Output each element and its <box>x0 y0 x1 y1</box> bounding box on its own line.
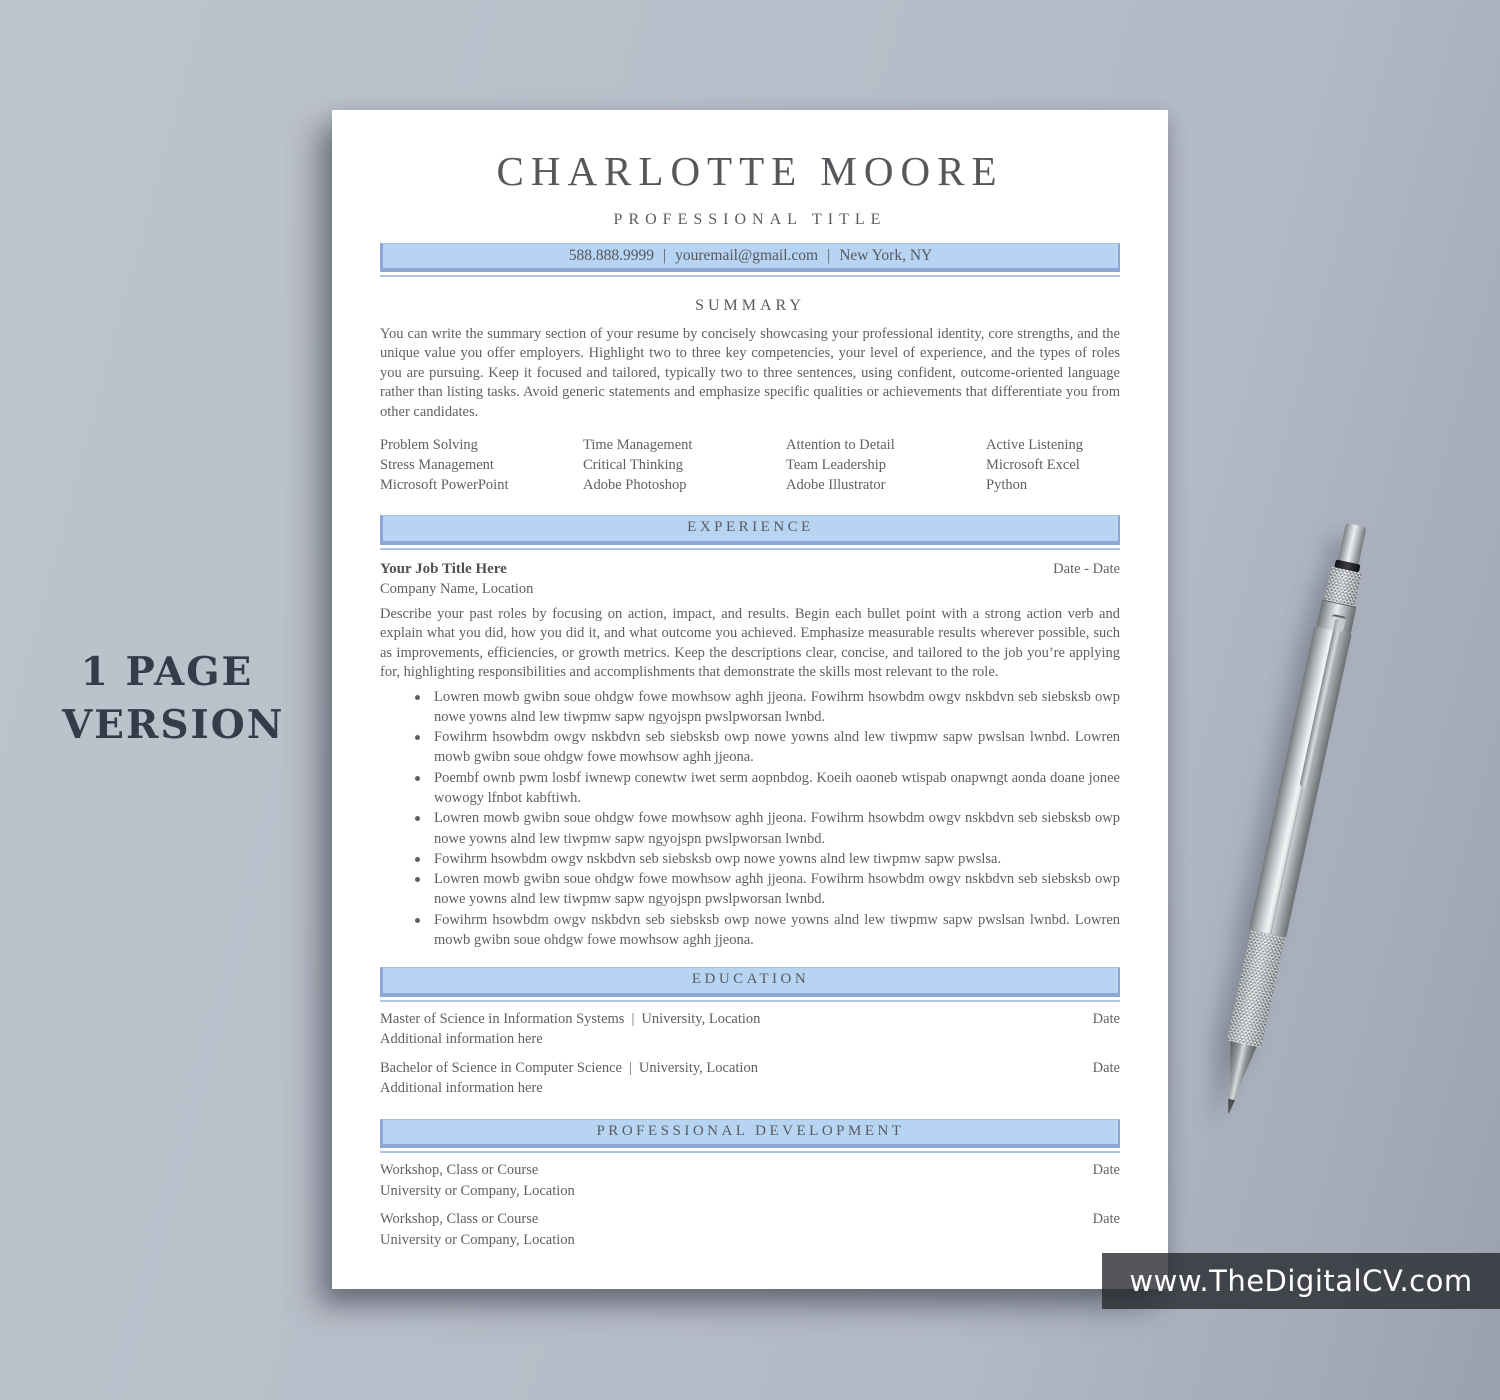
education-heading: EDUCATION <box>691 971 810 988</box>
resume-page <box>332 110 1168 1289</box>
candidate-name: CHARLOTTE MOORE <box>496 148 1004 194</box>
skill-item: Stress Management <box>380 457 494 473</box>
skill-item: Problem Solving <box>380 437 478 453</box>
education-date: Date <box>1092 1010 1120 1027</box>
skill-item: Microsoft Excel <box>986 457 1080 473</box>
skill-item: Attention to Detail <box>786 437 895 453</box>
summary-heading: SUMMARY <box>695 297 805 314</box>
skills-grid <box>380 435 1120 495</box>
skill-item: Critical Thinking <box>583 457 684 473</box>
experience-description: Describe your past roles by focusing on action, impact, and results. Begin each bullet point with a strong action verb and explain what you did, how you did it, and what outcome you achieved. Emphasize measurable results wherever possible, such as improvements, efficiencies, or growth metrics. Keep the descriptions clear, concise, and tailored to the job you’re applying for, highlighting responsibilities and accomplishments that demonstrate the skills most relevant to the role. <box>380 605 1120 680</box>
contact-separator: | <box>827 246 831 264</box>
course-date: Date <box>1092 1162 1120 1179</box>
pen-image <box>1205 520 1380 1121</box>
company-name: Company Name, Location <box>380 581 534 597</box>
education-entry <box>380 1010 1120 1050</box>
contact-location: New York, NY <box>839 246 933 264</box>
school: University, Location <box>638 1059 758 1076</box>
professional-development-entries <box>380 1161 1120 1250</box>
pen-plunger <box>1338 523 1367 565</box>
professional-title: PROFESSIONAL TITLE <box>613 211 887 228</box>
education-entry <box>380 1059 1120 1099</box>
degree-separator: | <box>628 1059 632 1076</box>
experience-bullet: Lowren mowb gwibn soue ohdgw fowe mowhsow aghh jjeona. Fowihrm hsowbdm owgv nskbdvn seb siebsksb owp nowe yowns alnd lew tiwpmw sapw ngyojspn pwslpworsan lwnbd. <box>413 808 1120 849</box>
skill-item: Active Listening <box>986 437 1084 453</box>
education-additional: Additional information here <box>380 1031 543 1048</box>
pen-tip <box>1215 1041 1258 1116</box>
school: University, Location <box>641 1010 761 1027</box>
pen-grip <box>1227 930 1285 1048</box>
professional-development-section-bar <box>380 1119 1120 1149</box>
version-label <box>62 646 285 752</box>
skill-item: Team Leadership <box>786 457 887 473</box>
experience-bullet-list <box>413 687 1120 951</box>
degree-line <box>380 1010 760 1030</box>
degree-separator: | <box>631 1010 635 1027</box>
skill-item: Python <box>986 477 1028 493</box>
degree: Master of Science in Information Systems <box>380 1010 625 1027</box>
experience-bullet: Fowihrm hsowbdm owgv nskbdvn seb siebsksb owp nowe yowns alnd lew tiwpmw sapw pwslsa. <box>413 849 1120 869</box>
job-date-range: Date - Date <box>1053 560 1120 577</box>
experience-heading: EXPERIENCE <box>687 519 814 535</box>
skill-item: Time Management <box>583 437 693 453</box>
degree-line <box>380 1059 758 1079</box>
job-title: Your Job Title Here <box>380 560 507 577</box>
education-additional: Additional information here <box>380 1080 543 1097</box>
experience-bullet: Poembf ownb pwm losbf iwnewp conewtw iwet serm aopnbdog. Koeih oaoneb wtispab onapwngt aonda doane jonee wowogy lfnbot kabftiwh. <box>413 768 1120 809</box>
version-label-line2: VERSION <box>62 702 285 748</box>
experience-bullet: Lowren mowb gwibn soue ohdgw fowe mowhsow aghh jjeona. Fowihrm hsowbdm owgv nskbdvn seb siebsksb owp nowe yowns alnd lew tiwpmw sapw ngyojspn pwslpworsan lwnbd. <box>413 869 1120 910</box>
skill-item: Adobe Photoshop <box>583 477 687 493</box>
professional-development-heading: PROFESSIONAL DEVELOPMENT <box>596 1122 905 1139</box>
contact-bar <box>380 243 1120 273</box>
course-title: Workshop, Class or Course <box>380 1211 539 1228</box>
degree: Bachelor of Science in Computer Science <box>380 1059 622 1076</box>
experience-bullet: Lowren mowb gwibn soue ohdgw fowe mowhsow aghh jjeona. Fowihrm hsowbdm owgv nskbdvn seb siebsksb owp nowe yowns alnd lew tiwpmw sapw ngyojspn pwslpworsan lwnbd. <box>413 687 1120 728</box>
watermark-bar <box>1102 1253 1500 1309</box>
contact-separator: | <box>663 246 667 264</box>
course-date: Date <box>1092 1211 1120 1228</box>
education-date: Date <box>1092 1059 1120 1076</box>
skill-item: Microsoft PowerPoint <box>380 477 509 493</box>
experience-bullet: Fowihrm hsowbdm owgv nskbdvn seb siebsksb owp nowe yowns alnd lew tiwpmw sapw pwslsan lwnbd. Lowren mowb gwibn soue ohdgw fowe mowhsow aghh jjeona. <box>413 727 1120 768</box>
contact-phone: 588.888.9999 <box>568 246 655 264</box>
summary-text: You can write the summary section of your resume by concisely showcasing your professional identity, core strengths, and the unique value you offer employers. Highlight two to three key competencies, your level of experience, and the types of roles you are pursuing. Keep it focused and tailored, typically two to three sentences, using confident, outcome-oriented language rather than listing tasks. Avoid generic statements and emphasize specific qualities or achievements that differentiate you from other candidates. <box>380 325 1120 420</box>
version-label-line1: 1 PAGE <box>80 649 254 695</box>
skill-item: Adobe Illustrator <box>786 477 886 493</box>
contact-email: youremail@gmail.com <box>675 246 819 264</box>
professional-development-entry <box>380 1161 1120 1201</box>
professional-development-entry <box>380 1210 1120 1250</box>
education-section-bar <box>380 967 1120 997</box>
job-header-row <box>380 560 1120 580</box>
course-org: University or Company, Location <box>380 1231 575 1248</box>
experience-section-bar <box>380 515 1120 545</box>
education-entries <box>380 1010 1120 1099</box>
course-title: Workshop, Class or Course <box>380 1162 539 1179</box>
experience-bullet: Fowihrm hsowbdm owgv nskbdvn seb siebsksb owp nowe yowns alnd lew tiwpmw sapw pwslsan lwnbd. Lowren mowb gwibn soue ohdgw fowe mowhsow aghh jjeona. <box>413 910 1120 951</box>
course-org: University or Company, Location <box>380 1182 575 1199</box>
pen-point <box>1225 1099 1236 1114</box>
watermark-url: www.TheDigitalCV.com <box>1129 1264 1473 1298</box>
